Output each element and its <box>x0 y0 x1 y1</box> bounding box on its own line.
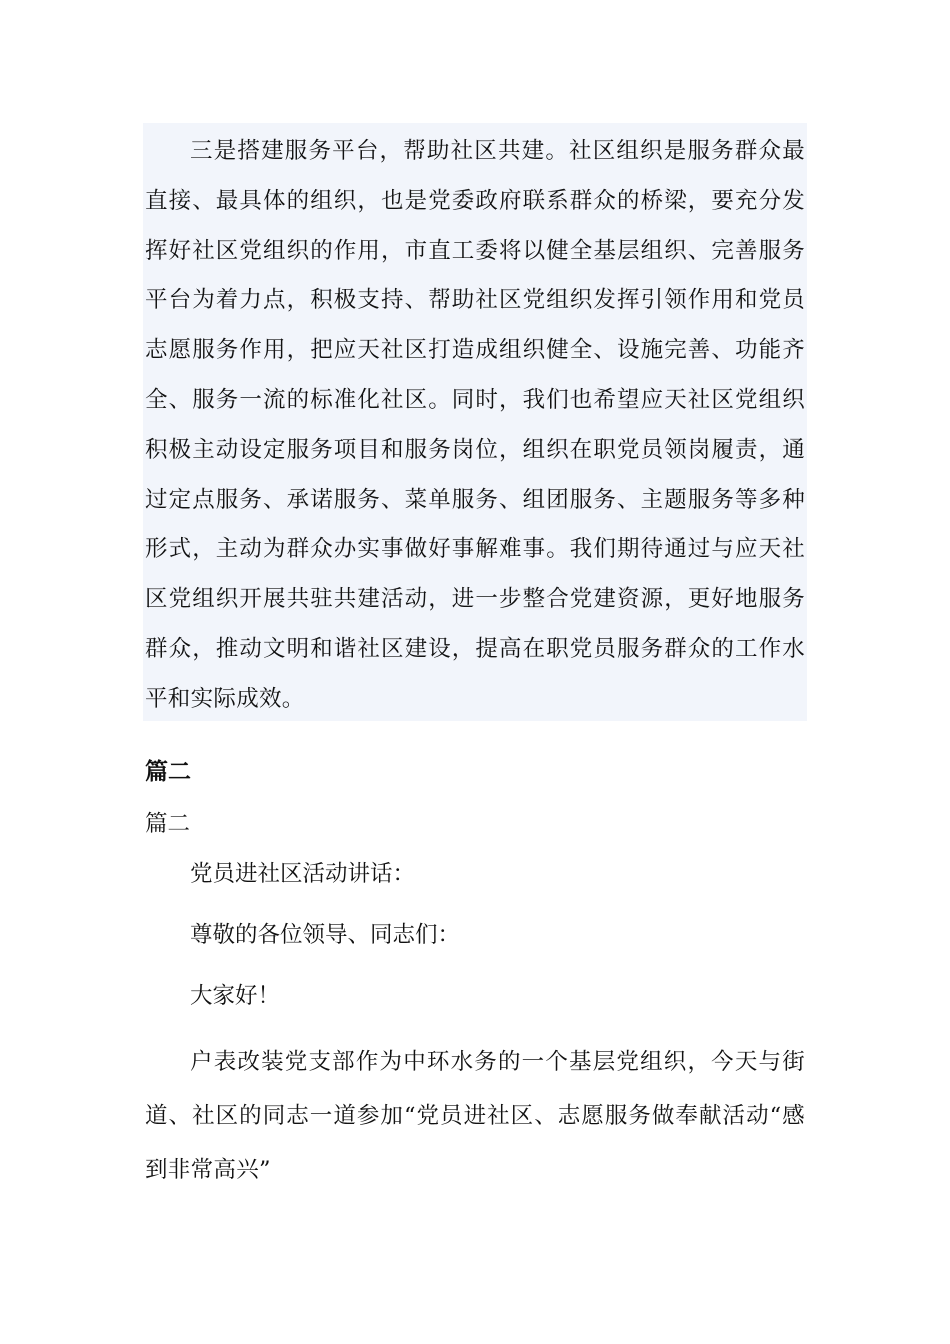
section2-paragraph: 户表改装党支部作为中环水务的一个基层党组织，今天与街道、社区的同志一道参加“党员进社区、志愿服务做奉献活动“感到非常高兴” <box>145 1049 805 1183</box>
section2-heading-bold: 篇二 <box>145 759 191 785</box>
salutation: 尊敬的各位领导、同志们： <box>190 922 461 948</box>
section2-heading: 篇二 <box>145 811 191 837</box>
greeting: 大家好！ <box>190 983 281 1009</box>
speech-title: 党员进社区活动讲话： <box>190 861 416 887</box>
section1-paragraph: 三是搭建服务平台，帮助社区共建。社区组织是服务群众最直接、最具体的组织，也是党委政府联系群众的桥梁，要充分发挥好社区党组织的作用，市直工委将以健全基层组织、完善服务平台为着力点，积极支持、帮助社区党组织发挥引领作用和党员志愿服务作用，把应天社区打造成组织健全、设施完善、功能齐全、服务一流的标准化社区。同时，我们也希望应天社区党组织积极主动设定服务项目和服务岗位，组织在职党员领岗履责，通过定点服务、承诺服务、菜单服务、组团服务、主题服务等多种形式，主动为群众办实事做好事解难事。我们期待通过与应天社区党组织开展共驻共建活动，进一步整合党建资源，更好地服务群众，推动文明和谐社区建设，提高在职党员服务群众的工作水平和实际成效。 <box>145 138 805 712</box>
